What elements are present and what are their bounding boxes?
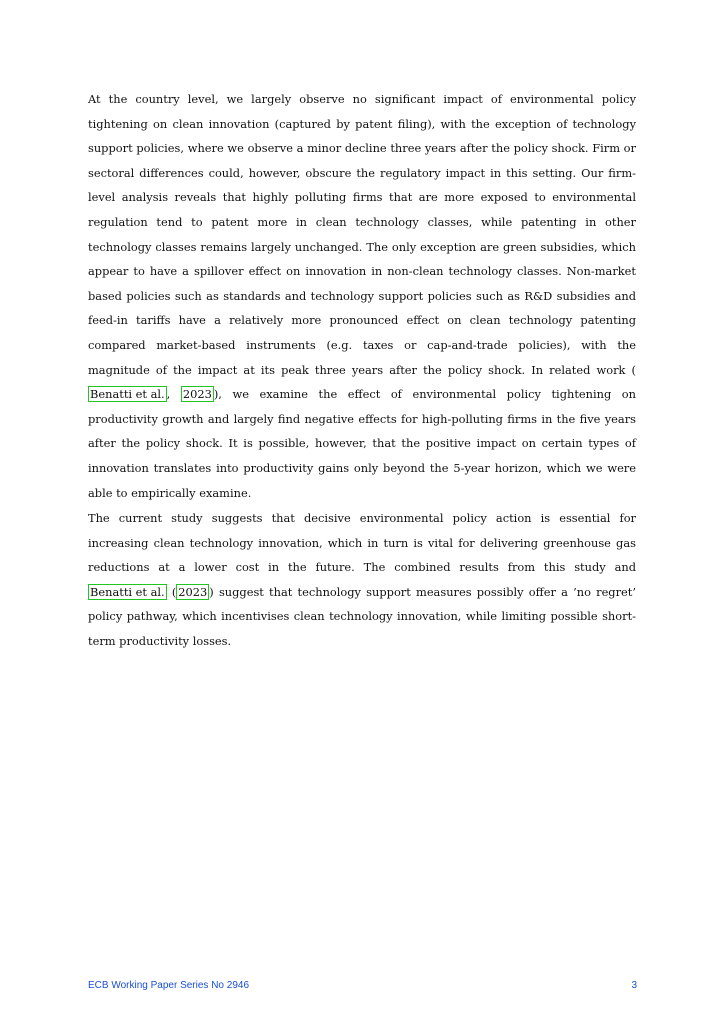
paragraph-2-text-after: suggest that technology support measures possibly offer a ’no regret’ policy pathway, which incentivises clean technology innovation, while limiting possible short-term productivity losses. (88, 584, 636, 648)
body-paragraph-1 (88, 87, 636, 505)
citation-link-author[interactable]: Benatti et al. (90, 387, 165, 402)
citation-close-paren: ) (209, 584, 214, 599)
citation-link-author[interactable]: Benatti et al. (90, 584, 165, 599)
body-paragraph-2 (88, 506, 636, 654)
footer-series-title: ECB Working Paper Series No 2946 (88, 980, 250, 991)
citation-link-year[interactable]: 2023 (182, 387, 212, 402)
paragraph-2-text-before: The current study suggests that decisive environmental policy action is essential for increasing clean technology innovation, which in turn is vital for delivering greenhouse gas reductions at a lower cost in the future. The combined results from this study and (88, 511, 636, 575)
citation-open-paren: ( (166, 584, 177, 599)
paragraph-1-text-after: ), we examine the effect of environmental policy tightening on productivity growth and largely find negative effects for high-polluting firms in the five years after the policy shock. It is possible, however, that the positive impact on certain types of innovation translates into productivity gains only beyond the 5-year horizon, which we were able to empirically examine. (88, 387, 637, 500)
footer-page-number: 3 (631, 980, 637, 991)
citation-link-year[interactable]: 2023 (178, 584, 208, 599)
paragraph-1-text-before: At the country level, we largely observe no significant impact of environmental policy tightening on clean innovation (captured by patent filing), with the exception of technology support policies, where we observe a minor decline three years after the policy shock. Firm or sectoral differences could, however, obscure the regulatory impact in this setting. Our firm-level analysis reveals that highly polluting firms that are more exposed to environmental regulation tend to patent more in clean technology classes, while patenting in other technology classes remains largely unchanged. The only exception are green subsidies, which appear to have a spillover effect on innovation in non-clean technology classes. Non-market based policies such as standards and technology support policies such as R&D subsidies and feed-in tariffs have a relatively more pronounced effect on clean technology patenting compared market-based instruments (e.g. taxes or cap-and-trade policies), with the magnitude of the impact at its peak three years after the policy shock. In related work ( (88, 92, 636, 377)
citation-separator: , (166, 387, 181, 402)
